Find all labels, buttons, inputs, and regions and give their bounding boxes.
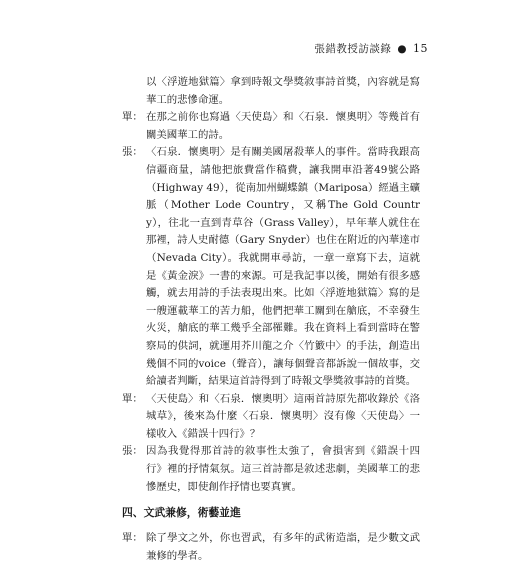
- dialogue-paragraph: [122, 391, 420, 444]
- speaker-label: 單：: [122, 532, 143, 545]
- page-body: [122, 74, 420, 565]
- header-dot: ●: [397, 43, 407, 55]
- speaker-label: 單：: [122, 111, 143, 124]
- section-heading: 四、文武兼修，術藝並進: [122, 506, 241, 520]
- header-title: 張錯教授訪談錄: [314, 43, 392, 55]
- paragraph-text: 在那之前你也寫過〈天使島〉和〈石泉．懷奧明〉等幾首有關美國華工的詩。: [146, 111, 420, 141]
- dialogue-paragraph: [122, 443, 420, 496]
- speaker-label: 單：: [122, 392, 143, 405]
- paragraph-continued: [122, 74, 420, 109]
- paragraph-text: 以〈浮遊地獄篇〉拿到時報文學獎敘事詩首獎，內容就是寫華工的悲慘命運。: [146, 76, 420, 106]
- paragraph-text: 因為我覺得那首詩的敘事性太強了，會損害到《錯誤十四行》裡的抒情氣氛。這三首詩都是敘述悲劇，美國華工的悲慘歷史，即使創作抒情也要真實。: [146, 445, 420, 493]
- paragraph-text: 除了學文之外，你也習武，有多年的武術造詣，是少數文武兼修的學者。: [146, 532, 420, 562]
- page-number: 15: [413, 42, 428, 55]
- speaker-label: 張：: [122, 445, 143, 458]
- dialogue-paragraph: [122, 109, 420, 144]
- paragraph-text: 〈天使島〉和〈石泉．懷奧明〉這兩首詩原先都收錄於《洛城草》，後來為什麼〈石泉．懷奧明〉沒有像〈天使島〉一樣收入《錯誤十四行》？: [146, 392, 420, 440]
- dialogue-paragraph: [122, 144, 420, 390]
- paragraph-text: 〈石泉．懷奧明〉是有關美國屠殺華人的事件。當時我跟高信疆商量，請他把旅費當作稿費，讓我開車沿著49號公路（Highway 49），從南加州蝴蝶鎮（Mariposa）經過主礦脈（Mother Lode Country，又稱The Gold Country），往北一直到青草谷（Grass Valley），早年華人就住在那裡，詩人史耐德（Gary Snyder）也住在附近的內華達市（Nevada City）。我就開車尋訪，一章一章寫下去，這就是《黃金淚》一書的來源。可是我記事以後，開始有很多感觸，就去用詩的手法表現出來。比如〈浮遊地獄篇〉寫的是一艘運載華工的苦力船，他們把華工關到在艙底，不幸發生火災，艙底的華工幾乎全部罹難。我在資料上看到當時在警察局的供詞，就運用芥川龍之介〈竹籔中〉的手法，創造出幾個不同的voice（聲音），讓每個聲音都訴說一個故事，交給讀者判斷，結果這首詩得到了時報文學獎敘事詩的首獎。: [146, 146, 420, 388]
- running-header: [314, 41, 428, 56]
- dialogue-paragraph: [122, 530, 420, 565]
- speaker-label: 張：: [122, 146, 143, 159]
